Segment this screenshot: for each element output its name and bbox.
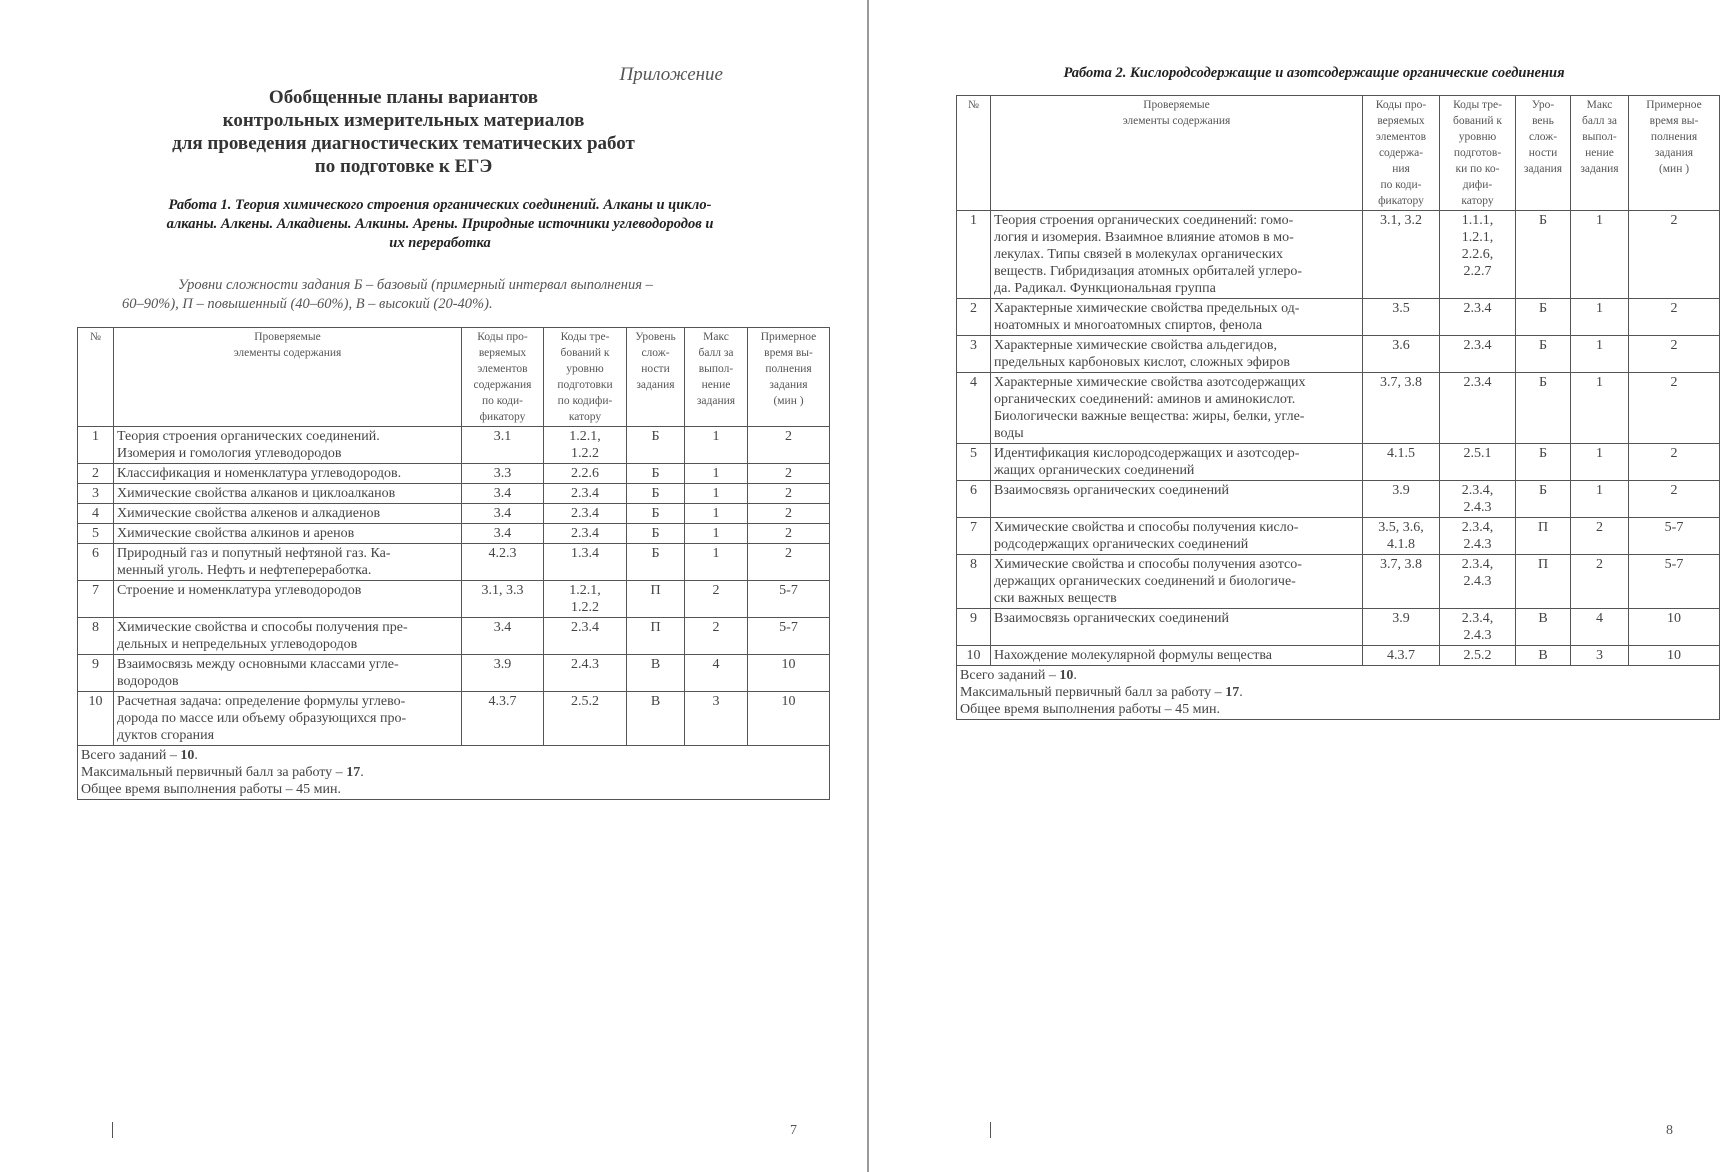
cell-num: 7 (78, 581, 114, 618)
header-line: Коды про- (477, 331, 528, 343)
cell-elem-codes: 4.3.7 (1363, 646, 1440, 666)
cell-elem-codes: 3.3 (462, 464, 544, 484)
cell-time: 2 (748, 464, 830, 484)
main-title-line: Обобщенные планы вариантов (268, 87, 539, 108)
cell-max-score: 1 (685, 427, 748, 464)
cell-num: 1 (957, 211, 991, 299)
cell-level: Б (627, 427, 685, 464)
cell-num: 9 (957, 609, 991, 646)
header-line: Коды тре- (560, 331, 610, 343)
work-2-title (930, 64, 1698, 83)
table-row (957, 211, 1720, 299)
cell-level: Б (627, 524, 685, 544)
cell-element: Расчетная задача: определение формулы углево- дорода по массе или объему образующихся про- дуктов сгорания (114, 692, 462, 746)
header-line: слож- (1528, 131, 1558, 143)
header-line: катору (1461, 195, 1494, 207)
cell-max-score: 2 (685, 618, 748, 655)
header-line: подготов- (1453, 147, 1502, 159)
cell-elem-codes: 3.9 (1363, 609, 1440, 646)
header-num: № (78, 328, 114, 427)
header-elem-codes (462, 328, 544, 427)
cell-max-score: 1 (685, 504, 748, 524)
cell-req-codes: 2.3.4 (1440, 373, 1516, 444)
cell-level: В (627, 655, 685, 692)
table-row (78, 504, 830, 524)
cell-level: Б (627, 464, 685, 484)
cell-req-codes: 2.3.4, 2.4.3 (1440, 481, 1516, 518)
cell-max-score: 2 (1571, 518, 1629, 555)
cell-level: Б (1516, 373, 1571, 444)
cell-time: 2 (748, 484, 830, 504)
header-line: по кодифи- (557, 395, 613, 407)
cell-req-codes: 2.3.4 (544, 524, 627, 544)
header-line: выпол- (1582, 131, 1617, 143)
cell-element: Характерные химические свойства азотсодержащих органических соединений: аминов и аминокислот. Биологически важные вещества: жиры, белки, угле- воды (991, 373, 1363, 444)
header-line: Проверяемые (254, 331, 321, 343)
header-line: нение (1585, 147, 1614, 159)
header-line: ки по ко- (1455, 163, 1500, 175)
cell-req-codes: 2.4.3 (544, 655, 627, 692)
main-title-line: для проведения диагностических тематических работ (172, 133, 635, 154)
header-line: веряемых (1377, 115, 1425, 127)
appendix-label: Приложение (619, 64, 723, 85)
cell-element: Идентификация кислородсодержащих и азотсодер- жащих органических соединений (991, 444, 1363, 481)
cell-num: 3 (78, 484, 114, 504)
work-title-line: Работа 2. Кислородсодержащие и азотсодержащие органические соединения (1063, 65, 1565, 81)
cell-req-codes: 2.3.4, 2.4.3 (1440, 518, 1516, 555)
cell-num: 6 (957, 481, 991, 518)
header-line: веряемых (478, 347, 527, 359)
main-title-line: по подготовке к ЕГЭ (314, 156, 493, 177)
cell-elem-codes: 4.1.5 (1363, 444, 1440, 481)
cell-req-codes: 2.3.4 (544, 504, 627, 524)
header-line: дифи- (1462, 179, 1493, 191)
header-line: элементы содержания (1122, 115, 1231, 127)
cell-req-codes: 2.3.4 (1440, 336, 1516, 373)
header-line: нение (701, 379, 731, 391)
cell-element: Взаимосвязь органических соединений (991, 609, 1363, 646)
cell-max-score: 1 (685, 524, 748, 544)
cell-level: В (627, 692, 685, 746)
header-line: по коди- (1380, 179, 1422, 191)
cell-max-score: 1 (1571, 299, 1629, 336)
work-title-line: их переработка (389, 235, 491, 251)
cell-time: 2 (1629, 373, 1720, 444)
header-line: элементов (1375, 131, 1427, 143)
main-title (0, 86, 807, 178)
header-line: фикатору (1378, 195, 1424, 207)
table-body (78, 427, 830, 746)
page-number: 7 (790, 1123, 797, 1138)
cell-time: 5-7 (1629, 518, 1720, 555)
cell-elem-codes: 3.7, 3.8 (1363, 555, 1440, 609)
header-max-score (685, 328, 748, 427)
table-row (957, 555, 1720, 609)
header-elements (991, 96, 1363, 211)
header-line: содержания (473, 379, 532, 391)
header-line: бований к (1453, 115, 1502, 127)
cell-element: Химические свойства алкинов и аренов (114, 524, 462, 544)
cell-element: Классификация и номенклатура углеводородов. (114, 464, 462, 484)
cell-num: 4 (957, 373, 991, 444)
table-body (957, 211, 1720, 666)
work-1-plan-table (77, 327, 830, 800)
cell-level: Б (627, 484, 685, 504)
cell-time: 10 (748, 655, 830, 692)
table-row (78, 484, 830, 504)
cell-level: Б (1516, 481, 1571, 518)
cell-time: 5-7 (748, 581, 830, 618)
page-right (870, 0, 1733, 1172)
header-line: элементы содержания (233, 347, 342, 359)
header-line: (мин ) (1658, 163, 1690, 175)
cell-elem-codes: 3.9 (1363, 481, 1440, 518)
summary-time: Общее время выполнения работы – 45 мин. (960, 702, 1221, 717)
cell-element: Теория строения органических соединений. Изомерия и гомология углеводородов (114, 427, 462, 464)
table-row (78, 524, 830, 544)
header-elem-codes (1363, 96, 1440, 211)
table-row (78, 692, 830, 746)
cell-level: П (1516, 518, 1571, 555)
header-line: по коди- (481, 395, 524, 407)
cell-num: 2 (957, 299, 991, 336)
header-line: элементов (477, 363, 528, 375)
summary-total: Всего заданий – 10. (81, 748, 198, 763)
header-level (1516, 96, 1571, 211)
cell-num: 8 (957, 555, 991, 609)
header-line: Коды про- (1375, 99, 1427, 111)
cell-level: Б (1516, 444, 1571, 481)
table-summary (957, 666, 1720, 720)
cell-element: Теория строения органических соединений: гомо- логия и изомерия. Взаимное влияние атомов в мо- лекулах. Типы связей в молекулах органических веществ. Гибридизация атомных орбиталей углеро- да. Радикал. Функциональная группа (991, 211, 1363, 299)
cell-time: 2 (1629, 481, 1720, 518)
cell-req-codes: 2.2.6 (544, 464, 627, 484)
table-row (78, 581, 830, 618)
header-line: ности (641, 363, 670, 375)
summary-time: Общее время выполнения работы – 45 мин. (81, 782, 342, 797)
cell-max-score: 1 (1571, 211, 1629, 299)
cell-element: Взаимосвязь между основными классами угле- водородов (114, 655, 462, 692)
cell-elem-codes: 3.4 (462, 524, 544, 544)
cell-elem-codes: 3.4 (462, 484, 544, 504)
cell-num: 8 (78, 618, 114, 655)
header-req-codes (1440, 96, 1516, 211)
cell-num: 5 (78, 524, 114, 544)
table-header (78, 328, 830, 427)
cell-elem-codes: 3.1 (462, 427, 544, 464)
work-title-line: алканы. Алкены. Алкадиены. Алкины. Арены. Природные источники углеводородов и (166, 216, 714, 232)
header-time (1629, 96, 1720, 211)
header-time (748, 328, 830, 427)
levels-line: Уровни сложности задания Б – базовый (примерный интервал выполнения – (178, 277, 653, 293)
header-line: Макс (703, 331, 729, 343)
header-line: уровню (566, 363, 604, 375)
header-max-score (1571, 96, 1629, 211)
cell-max-score: 1 (685, 484, 748, 504)
cell-max-score: 1 (1571, 373, 1629, 444)
page-number: 8 (1666, 1123, 1673, 1138)
cell-element: Природный газ и попутный нефтяной газ. Ка- менный уголь. Нефть и нефтепереработка. (114, 544, 462, 581)
summary-max-score: Максимальный первичный балл за работу – 17. (81, 765, 364, 780)
cell-elem-codes: 3.7, 3.8 (1363, 373, 1440, 444)
cell-element: Нахождение молекулярной формулы вещества (991, 646, 1363, 666)
header-line: катору (568, 411, 602, 423)
cell-time: 10 (748, 692, 830, 746)
header-line: задания (769, 379, 808, 391)
cell-num: 4 (78, 504, 114, 524)
difficulty-levels-note (122, 276, 653, 314)
cell-req-codes: 1.2.1, 1.2.2 (544, 581, 627, 618)
cell-time: 2 (1629, 444, 1720, 481)
cell-num: 7 (957, 518, 991, 555)
table-row (78, 544, 830, 581)
cell-req-codes: 2.3.4 (544, 484, 627, 504)
header-line: ния (1392, 163, 1410, 175)
header-line: уровню (1458, 131, 1497, 143)
cell-time: 2 (748, 504, 830, 524)
header-line: ности (1528, 147, 1558, 159)
header-line: содержа- (1378, 147, 1424, 159)
header-line: Проверяемые (1143, 99, 1210, 111)
header-line: слож- (641, 347, 670, 359)
cell-time: 5-7 (1629, 555, 1720, 609)
summary-total: Всего заданий – 10. (960, 668, 1077, 683)
cell-time: 2 (748, 427, 830, 464)
cell-element: Химические свойства и способы получения азотсо- держащих органических соединений и биологиче- ски важных веществ (991, 555, 1363, 609)
header-line: задания (1523, 163, 1563, 175)
cell-element: Химические свойства и способы получения пре- дельных и непредельных углеводородов (114, 618, 462, 655)
cell-num: 2 (78, 464, 114, 484)
cell-max-score: 3 (1571, 646, 1629, 666)
cell-elem-codes: 3.9 (462, 655, 544, 692)
cell-level: Б (627, 544, 685, 581)
cell-max-score: 4 (685, 655, 748, 692)
cell-req-codes: 1.1.1, 1.2.1, 2.2.6, 2.2.7 (1440, 211, 1516, 299)
cell-max-score: 1 (1571, 444, 1629, 481)
table-row (957, 481, 1720, 518)
header-line: Примерное (1646, 99, 1702, 111)
header-line: Макс (1586, 99, 1613, 111)
header-line: полнения (765, 363, 812, 375)
cell-max-score: 3 (685, 692, 748, 746)
cell-max-score: 1 (1571, 481, 1629, 518)
cell-max-score: 2 (685, 581, 748, 618)
cell-element: Химические свойства и способы получения кисло- родсодержащих органических соединений (991, 518, 1363, 555)
work-2-plan-table (956, 95, 1720, 720)
header-line: вень (1532, 115, 1554, 127)
cell-time: 2 (1629, 211, 1720, 299)
header-req-codes (544, 328, 627, 427)
cell-level: Б (627, 504, 685, 524)
page-divider (867, 0, 869, 1172)
cell-elem-codes: 4.2.3 (462, 544, 544, 581)
header-elements (114, 328, 462, 427)
header-line: полнения (1650, 131, 1698, 143)
cell-num: 5 (957, 444, 991, 481)
cell-max-score: 1 (685, 464, 748, 484)
table-row (957, 518, 1720, 555)
cell-time: 2 (1629, 336, 1720, 373)
header-line: подготовки (557, 379, 613, 391)
cell-req-codes: 2.3.4 (544, 618, 627, 655)
header-level (627, 328, 685, 427)
cell-element: Взаимосвязь органических соединений (991, 481, 1363, 518)
cell-num: 10 (78, 692, 114, 746)
cell-req-codes: 2.3.4, 2.4.3 (1440, 609, 1516, 646)
cell-num: 3 (957, 336, 991, 373)
header-line: Коды тре- (1453, 99, 1502, 111)
main-title-line: контрольных измерительных материалов (222, 110, 585, 131)
cell-num: 10 (957, 646, 991, 666)
cell-elem-codes: 3.1, 3.3 (462, 581, 544, 618)
header-line: задания (1580, 163, 1619, 175)
header-line: (мин ) (773, 395, 804, 407)
table-row (957, 609, 1720, 646)
levels-line: 60–90%), П – повышенный (40–60%), В – высокий (20-40%). (122, 296, 493, 312)
header-line: Уровень (635, 331, 676, 343)
cell-time: 10 (1629, 609, 1720, 646)
header-line: балл за (1581, 115, 1618, 127)
table-header (957, 96, 1720, 211)
cell-element: Химические свойства алканов и циклоалканов (114, 484, 462, 504)
cell-elem-codes: 3.5, 3.6, 4.1.8 (1363, 518, 1440, 555)
work-1-title (40, 196, 840, 253)
cell-req-codes: 2.3.4 (1440, 299, 1516, 336)
cell-time: 10 (1629, 646, 1720, 666)
table-row (957, 299, 1720, 336)
cell-max-score: 1 (685, 544, 748, 581)
cell-time: 5-7 (748, 618, 830, 655)
header-line: выпол- (698, 363, 734, 375)
cell-max-score: 4 (1571, 609, 1629, 646)
summary-max-score: Максимальный первичный балл за работу – 17. (960, 685, 1243, 700)
cell-elem-codes: 3.4 (462, 618, 544, 655)
cell-num: 9 (78, 655, 114, 692)
footer-mark (990, 1122, 991, 1138)
table-summary (78, 746, 830, 800)
cell-time: 2 (748, 544, 830, 581)
cell-element: Характерные химические свойства альдегидов, предельных карбоновых кислот, сложных эфиров (991, 336, 1363, 373)
header-line: задания (636, 379, 675, 391)
cell-level: Б (1516, 336, 1571, 373)
work-title-line: Работа 1. Теория химического строения органических соединений. Алканы и цикло- (168, 197, 712, 213)
table-row (78, 655, 830, 692)
cell-max-score: 2 (1571, 555, 1629, 609)
cell-req-codes: 2.3.4, 2.4.3 (1440, 555, 1516, 609)
cell-max-score: 1 (1571, 336, 1629, 373)
cell-level: Б (1516, 211, 1571, 299)
header-line: бований к (560, 347, 610, 359)
footer-mark (112, 1122, 113, 1138)
table-row (78, 464, 830, 484)
cell-level: П (627, 618, 685, 655)
cell-level: В (1516, 646, 1571, 666)
cell-level: Б (1516, 299, 1571, 336)
cell-req-codes: 2.5.2 (1440, 646, 1516, 666)
header-line: время вы- (1649, 115, 1699, 127)
cell-num: 1 (78, 427, 114, 464)
table-row (957, 444, 1720, 481)
cell-element: Характерные химические свойства предельных од- ноатомных и многоатомных спиртов, фенола (991, 299, 1363, 336)
header-line: время вы- (764, 347, 813, 359)
cell-time: 2 (748, 524, 830, 544)
cell-level: П (1516, 555, 1571, 609)
table-row (957, 373, 1720, 444)
cell-level: П (627, 581, 685, 618)
cell-level: В (1516, 609, 1571, 646)
table-row (957, 336, 1720, 373)
header-line: фикатору (479, 411, 526, 423)
cell-element: Химические свойства алкенов и алкадиенов (114, 504, 462, 524)
header-line: Примерное (760, 331, 817, 343)
cell-elem-codes: 3.5 (1363, 299, 1440, 336)
cell-elem-codes: 4.3.7 (462, 692, 544, 746)
cell-req-codes: 1.2.1, 1.2.2 (544, 427, 627, 464)
header-num: № (957, 96, 991, 211)
table-row (78, 427, 830, 464)
table-row (78, 618, 830, 655)
cell-num: 6 (78, 544, 114, 581)
header-line: Уро- (1531, 99, 1555, 111)
header-line: балл за (698, 347, 734, 359)
cell-time: 2 (1629, 299, 1720, 336)
header-line: задания (1654, 147, 1694, 159)
cell-req-codes: 2.5.1 (1440, 444, 1516, 481)
cell-req-codes: 1.3.4 (544, 544, 627, 581)
cell-req-codes: 2.5.2 (544, 692, 627, 746)
cell-elem-codes: 3.1, 3.2 (1363, 211, 1440, 299)
cell-elem-codes: 3.4 (462, 504, 544, 524)
cell-element: Строение и номенклатура углеводородов (114, 581, 462, 618)
cell-elem-codes: 3.6 (1363, 336, 1440, 373)
header-line: задания (696, 395, 736, 407)
table-row (957, 646, 1720, 666)
